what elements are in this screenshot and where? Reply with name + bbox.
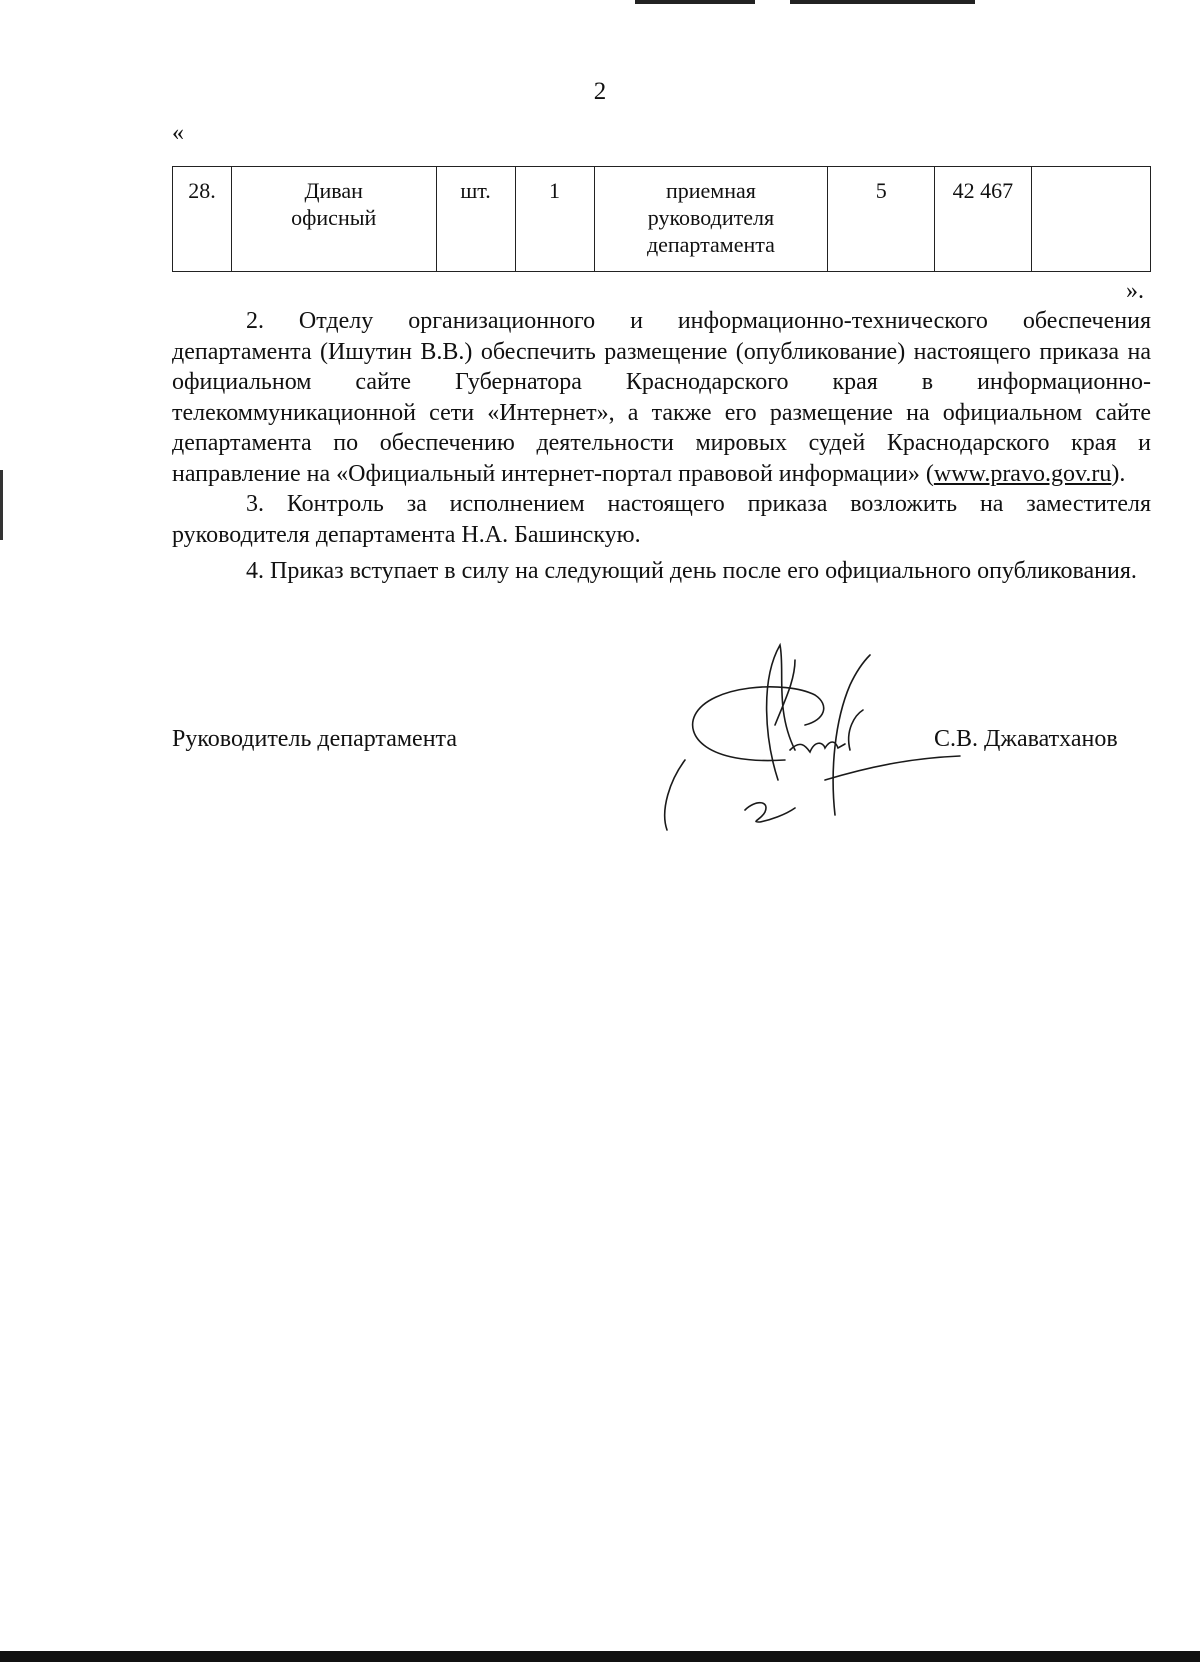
signatory-name: С.В. Джаватханов [934,726,1118,752]
signatory-title: Руководитель департамента [172,726,457,752]
page-number: 2 [593,78,607,105]
paragraph-3: 3. Контроль за исполнением настоящего приказа возложить на заместителя руководителя департамента Н.А. Башинскую. [172,491,1151,548]
cell-note [1031,167,1150,272]
scan-edge-top-1 [635,0,755,4]
table-row [173,167,1151,272]
cell-location: приемная руководителя департамента [594,167,828,272]
cell-quantity: 1 [515,167,594,272]
paragraph-2-text: 2. Отделу организационного и информационно-технического обеспечения департамента (Ишутин В.В.) обеспечить размещение (опубликование) настоящего приказа на официальном сайте Губернатора Краснодарского края в информационно-телекоммуникационной сети «Интернет», а также его размещение на официальном сайте департамента по обеспечению деятельности мировых судей Краснодарского края и направление на «Официальный интернет-портал правовой информации» ( [172,308,1151,487]
scan-edge-left [0,470,3,540]
handwritten-signature [645,640,975,840]
cell-unit: шт. [436,167,515,272]
order-text [172,306,1151,587]
closing-quote: ». [1126,278,1144,304]
cell-number: 28. [173,167,232,272]
scan-edge-bottom [0,1651,1200,1662]
paragraph-4: 4. Приказ вступает в силу на следующий день после его официального опубликования. [246,558,1137,584]
cell-item-name: Диван офисный [231,167,436,272]
cell-years: 5 [828,167,935,272]
opening-quote: « [172,120,184,146]
items-table [172,166,1151,272]
scan-edge-top-2 [790,0,975,4]
pravo-link[interactable]: www.pravo.gov.ru [933,460,1112,487]
paragraph-2-end: ). [1111,460,1126,487]
cell-price: 42 467 [935,167,1031,272]
paragraph-2 [172,306,1151,489]
